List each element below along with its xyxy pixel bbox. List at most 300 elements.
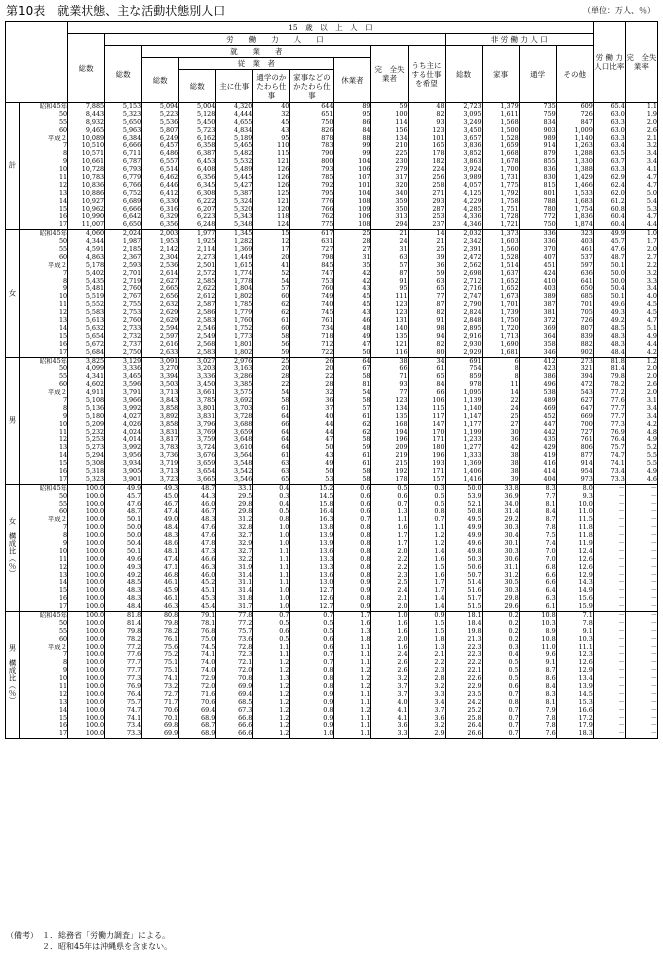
value-cell: 110 [277, 142, 290, 150]
value-cell: 2,723 [463, 103, 482, 110]
value-cell: － [650, 587, 657, 595]
value-cell: 72.9 [201, 675, 216, 683]
value-cell: 98 [436, 324, 445, 332]
value-cell: 78.2 [610, 381, 625, 389]
value-cell: 66 [281, 420, 290, 428]
value-cell: 0.7 [508, 722, 519, 730]
value-cell: 9.1 [582, 627, 593, 635]
value-cell: 72.8 [238, 643, 253, 651]
value-cell: 1.1 [279, 563, 290, 571]
value-cell: 989 [543, 134, 556, 142]
value-cell: 762 [321, 213, 334, 221]
group-label [6, 357, 20, 484]
value-column [556, 357, 593, 484]
value-cell: 2,585 [196, 277, 216, 285]
value-cell: － [650, 722, 657, 730]
header-unemployed: 完 全失業者 [371, 46, 408, 103]
value-cell: 77.6 [126, 651, 142, 659]
value-cell: 100.0 [85, 667, 105, 675]
value-cell: 63 [399, 253, 408, 261]
value-cell: 23.5 [467, 690, 482, 698]
value-cell: 792 [321, 181, 334, 189]
value-cell: － [618, 547, 625, 555]
header-total: 総数 [68, 34, 105, 103]
value-cell: 3,858 [159, 404, 179, 412]
value-column [371, 103, 408, 230]
value-cell: 61 [362, 460, 371, 468]
year-label: 50 [58, 492, 68, 500]
year-label: 7 [63, 524, 68, 532]
value-cell: 12.9 [578, 571, 593, 579]
value-cell: 60.4 [610, 221, 625, 229]
value-cell: 126 [277, 181, 290, 189]
value-cell: 120 [277, 205, 290, 213]
value-cell: 1.6 [397, 643, 408, 651]
value-cell: 5.3 [646, 205, 657, 213]
value-column [253, 484, 290, 611]
value-cell: 71 [399, 373, 408, 381]
value-cell: 1,739 [500, 309, 519, 317]
value-cell: 747 [321, 269, 334, 277]
value-cell: 1.1 [397, 516, 408, 524]
value-cell: 1.1 [279, 555, 290, 563]
value-cell: 4.9 [646, 436, 657, 444]
header-workers-total: 総数 [179, 70, 216, 103]
value-cell: 5,654 [85, 332, 105, 340]
value-cell: 100.0 [85, 555, 105, 563]
value-cell: 39 [510, 475, 519, 483]
value-cell: 58 [362, 467, 371, 475]
value-cell: 788 [543, 197, 556, 205]
value-cell: 336 [543, 230, 556, 238]
value-cell: 6,766 [122, 181, 142, 189]
value-cell: 44.3 [201, 492, 216, 500]
value-cell: 3,336 [122, 365, 142, 373]
value-cell: － [650, 651, 657, 659]
value-cell: － [618, 683, 625, 691]
value-cell: 1.6 [434, 555, 445, 563]
value-cell: 61 [281, 404, 290, 412]
value-cell: － [650, 643, 657, 651]
value-cell: 121 [395, 340, 408, 348]
year-label: 60 [58, 508, 68, 516]
value-cell: 60.4 [610, 213, 625, 221]
value-cell: 1.5 [434, 619, 445, 627]
year-label: 10 [58, 293, 68, 301]
year-label: 17 [58, 730, 68, 738]
year-label: 16 [58, 340, 68, 348]
value-cell: 2.3 [397, 571, 408, 579]
value-cell: 224 [432, 166, 445, 174]
value-cell: 31.7 [238, 603, 253, 611]
value-cell: 0.7 [323, 651, 334, 659]
value-cell: 41 [281, 261, 290, 269]
value-cell: 61 [362, 452, 371, 460]
value-cell: 0.6 [360, 500, 371, 508]
value-column [334, 484, 371, 611]
value-cell: 61 [281, 452, 290, 460]
value-cell: 116 [395, 348, 408, 356]
value-cell: 1,637 [500, 269, 519, 277]
value-cell: 75.1 [163, 667, 179, 675]
value-cell: 761 [321, 317, 334, 325]
value-cell: 34.0 [504, 500, 519, 508]
value-cell: 3,503 [159, 381, 179, 389]
value-cell: 75.6 [163, 643, 179, 651]
value-cell: 73.4 [126, 722, 142, 730]
value-cell: 66.6 [238, 730, 253, 738]
value-cell: 3.2 [646, 269, 657, 277]
value-cell: 2,767 [122, 293, 142, 301]
value-column [290, 103, 334, 230]
value-column [68, 103, 105, 230]
value-cell: 1,758 [500, 197, 519, 205]
value-cell: 100.0 [85, 714, 105, 722]
value-cell: 419 [543, 452, 556, 460]
value-cell: 2.1 [397, 595, 408, 603]
year-label: 平成２ [47, 389, 68, 397]
value-cell: 0.8 [360, 547, 371, 555]
value-cell: 0.2 [508, 619, 519, 627]
value-column [482, 357, 519, 484]
value-cell: 1,416 [463, 475, 482, 483]
year-label: 12 [58, 690, 68, 698]
value-cell: 3,836 [463, 142, 482, 150]
value-cell: 6.1 [545, 603, 556, 611]
value-cell: 59 [436, 269, 445, 277]
value-cell: 7.8 [545, 722, 556, 730]
value-cell: 104 [358, 158, 371, 166]
value-cell: 5,583 [85, 309, 105, 317]
value-cell: 10,886 [81, 189, 105, 197]
value-cell: 79.8 [126, 627, 142, 635]
value-cell: 24 [399, 238, 408, 246]
value-cell: 753 [321, 277, 334, 285]
value-cell: 5,532 [234, 158, 253, 166]
value-cell: 1.1 [360, 643, 371, 651]
value-cell: 58 [362, 396, 371, 404]
value-cell: 1,528 [500, 134, 519, 142]
value-cell: 489 [543, 396, 556, 404]
value-cell: 75.2 [163, 651, 179, 659]
value-cell: 104 [358, 189, 371, 197]
value-cell: 6.4 [545, 587, 556, 595]
value-cell: 3,665 [196, 475, 216, 483]
value-cell: 50.1 [126, 516, 142, 524]
value-cell: 63.3 [610, 134, 625, 142]
value-cell: 609 [580, 103, 593, 110]
value-cell: － [618, 627, 625, 635]
value-cell: 403 [580, 238, 593, 246]
value-cell: 1,177 [463, 420, 482, 428]
value-cell: 3,091 [159, 357, 179, 365]
value-cell: 0.7 [508, 714, 519, 722]
value-cell: 2,656 [159, 293, 179, 301]
value-cell: 100.0 [85, 500, 105, 508]
value-cell: 4,344 [85, 238, 105, 246]
value-cell: 56 [281, 340, 290, 348]
value-cell: 4.5 [646, 309, 657, 317]
value-cell: 7,885 [85, 103, 105, 110]
value-cell: 650 [580, 285, 593, 293]
value-cell: 29.8 [504, 595, 519, 603]
value-cell: 0.2 [508, 627, 519, 635]
value-cell: 0.3 [279, 492, 290, 500]
value-cell: 3.7 [397, 690, 408, 698]
value-cell: 11.9 [578, 539, 593, 547]
value-cell: 3,336 [196, 373, 216, 381]
value-cell: 2,304 [159, 253, 179, 261]
value-cell: 45 [362, 301, 371, 309]
value-cell: 878 [321, 134, 334, 142]
value-cell: 2.0 [646, 389, 657, 397]
value-cell: － [650, 698, 657, 706]
value-cell: － [650, 690, 657, 698]
value-column [408, 484, 445, 611]
value-cell: 25 [281, 357, 290, 365]
value-column [179, 612, 216, 739]
year-label: 15 [58, 332, 68, 340]
value-cell: 32.7 [238, 547, 253, 555]
value-cell: 46 [362, 317, 371, 325]
value-cell: 293 [432, 197, 445, 205]
year-label: 8 [63, 150, 68, 158]
value-cell: 48.3 [610, 332, 625, 340]
value-cell: － [618, 667, 625, 675]
value-cell: 196 [432, 452, 445, 460]
year-label: 8 [63, 404, 68, 412]
value-cell: 42 [362, 269, 371, 277]
value-cell: 1.7 [646, 238, 657, 246]
value-cell: 5,273 [85, 444, 105, 452]
value-cell: 5,136 [85, 404, 105, 412]
value-cell: 1,721 [500, 221, 519, 229]
value-cell: 47.6 [610, 246, 625, 254]
value-cell: 0.8 [323, 683, 334, 691]
value-cell: 2.0 [646, 118, 657, 126]
value-cell: 1,345 [234, 230, 253, 238]
value-cell: 256 [432, 174, 445, 182]
value-cell: 68.7 [201, 722, 216, 730]
value-cell: 43 [325, 452, 334, 460]
group-label-text: 計 [8, 161, 17, 169]
value-cell: 8.1 [545, 698, 556, 706]
value-cell: 237 [432, 221, 445, 229]
value-cell: － [618, 714, 625, 722]
header-absent: 休業者 [334, 58, 371, 103]
value-cell: 2,929 [463, 348, 482, 356]
value-cell: 100.0 [85, 508, 105, 516]
value-cell: 51.5 [467, 603, 482, 611]
value-cell: 636 [580, 269, 593, 277]
value-cell: 877 [580, 452, 593, 460]
value-cell: 50.0 [126, 524, 142, 532]
year-label: 15 [58, 714, 68, 722]
value-cell: 1,199 [463, 428, 482, 436]
value-cell: 20 [325, 365, 334, 373]
value-cell: 3,661 [196, 389, 216, 397]
value-cell: 0.8 [360, 532, 371, 540]
value-cell: 1,652 [500, 285, 519, 293]
value-cell: 1,713 [500, 332, 519, 340]
value-cell: 0.6 [279, 627, 290, 635]
value-cell: － [650, 714, 657, 722]
value-cell: 3,783 [159, 444, 179, 452]
value-cell: 46.8 [163, 571, 179, 579]
value-cell: 3,542 [234, 467, 253, 475]
value-cell: 4,655 [234, 118, 253, 126]
value-cell: 8.4 [545, 683, 556, 691]
value-cell: 79.1 [201, 612, 216, 619]
value-cell: 1.2 [360, 675, 371, 683]
value-cell: 5,308 [85, 460, 105, 468]
value-cell: 1,690 [500, 340, 519, 348]
value-cell: 77.7 [610, 412, 625, 420]
value-cell: 178 [395, 475, 408, 483]
value-column [593, 612, 625, 739]
value-cell: 4,591 [85, 246, 105, 254]
value-cell: 48.5 [126, 579, 142, 587]
value-cell: 72.3 [238, 651, 253, 659]
value-cell: 1,429 [574, 174, 593, 182]
value-cell: 13.9 [319, 532, 334, 540]
value-cell: 10,783 [81, 174, 105, 182]
value-cell: 62.9 [610, 174, 625, 182]
value-cell: 29.8 [238, 500, 253, 508]
value-cell: 2,114 [196, 246, 216, 254]
value-cell: 89 [362, 103, 371, 110]
value-cell: 4,320 [234, 103, 253, 110]
value-cell: 1.3 [360, 627, 371, 635]
value-cell: 94 [436, 332, 445, 340]
value-cell: 2,032 [463, 230, 482, 238]
value-cell: 31.2 [238, 516, 253, 524]
value-cell: 5,427 [234, 181, 253, 189]
header-house-side: 家事などのかたわら仕事 [290, 70, 334, 103]
value-cell: 2,790 [463, 301, 482, 309]
value-cell: 0.5 [323, 619, 334, 627]
value-cell: 49 [362, 332, 371, 340]
value-cell: 2,594 [159, 324, 179, 332]
value-cell: 2,747 [463, 293, 482, 301]
value-cell: 0.8 [360, 539, 371, 547]
value-cell: 8.3 [545, 690, 556, 698]
value-cell: 87 [399, 269, 408, 277]
value-cell: 1.4 [434, 547, 445, 555]
value-cell: 77.8 [238, 612, 253, 619]
value-cell: 18.3 [578, 730, 593, 738]
value-cell: － [650, 730, 657, 738]
value-cell: 370 [543, 246, 556, 254]
value-cell: 14 [436, 230, 445, 238]
value-cell: 22 [325, 373, 334, 381]
value-cell: 1,925 [196, 238, 216, 246]
value-cell: 0.9 [360, 603, 371, 611]
value-cell: 121 [277, 158, 290, 166]
value-cell: 3.2 [434, 683, 445, 691]
value-cell: 100.0 [85, 563, 105, 571]
value-cell: 4,602 [85, 381, 105, 389]
value-cell: 193 [432, 460, 445, 468]
value-cell: 705 [580, 309, 593, 317]
value-cell: 8.4 [545, 508, 556, 516]
value-cell: 1.1 [360, 651, 371, 659]
value-cell: 727 [321, 246, 334, 254]
value-cell: 13.6 [319, 571, 334, 579]
value-cell: 64 [281, 444, 290, 452]
value-cell: 2,976 [234, 357, 253, 365]
value-cell: 3,791 [122, 389, 142, 397]
value-cell: 761 [580, 436, 593, 444]
value-cell: 0.5 [279, 635, 290, 643]
value-column [142, 357, 179, 484]
value-cell: 7.8 [545, 714, 556, 722]
value-cell: 2.1 [434, 651, 445, 659]
value-column [216, 103, 253, 230]
value-cell: 14.3 [578, 579, 593, 587]
value-cell: 722 [321, 348, 334, 356]
value-cell: 48.3 [610, 340, 625, 348]
value-cell: 115 [277, 150, 290, 158]
value-cell: 10,510 [81, 142, 105, 150]
value-cell: 0.5 [434, 492, 445, 500]
value-cell: 1.1 [360, 730, 371, 738]
value-cell: 641 [580, 277, 593, 285]
value-cell: 31.8 [238, 595, 253, 603]
value-cell: 49.9 [610, 230, 625, 238]
value-cell: － [618, 619, 625, 627]
value-cell: 5,223 [159, 110, 179, 118]
value-cell: 2,583 [196, 348, 216, 356]
value-cell: 65.4 [610, 103, 625, 110]
value-cell: 2,760 [122, 285, 142, 293]
value-cell: 2,612 [196, 293, 216, 301]
value-column [408, 230, 445, 357]
value-cell: 8.7 [545, 667, 556, 675]
value-cell: 36 [325, 396, 334, 404]
value-cell: 45.7 [610, 238, 625, 246]
value-cell: 5.0 [646, 189, 657, 197]
value-cell: 381 [543, 309, 556, 317]
value-cell: － [618, 571, 625, 579]
value-cell: 5,807 [159, 126, 179, 134]
value-cell: 0.5 [508, 667, 519, 675]
value-cell: － [618, 651, 625, 659]
group-block [6, 103, 658, 230]
value-cell: 63 [281, 460, 290, 468]
value-cell: 134 [395, 134, 408, 142]
value-cell: 452 [543, 412, 556, 420]
value-cell: 954 [580, 467, 593, 475]
year-label: 昭和45年 [39, 357, 68, 365]
value-column [625, 357, 657, 484]
value-cell: 43 [281, 126, 290, 134]
value-cell: 766 [321, 205, 334, 213]
value-cell: 1.1 [360, 714, 371, 722]
value-cell: 2.6 [646, 381, 657, 389]
value-cell: 469 [543, 404, 556, 412]
year-label: 14 [58, 197, 68, 205]
value-cell: 5,108 [85, 396, 105, 404]
value-cell: 0.3 [508, 643, 519, 651]
value-cell: 4.1 [397, 706, 408, 714]
value-cell: 4.9 [646, 467, 657, 475]
value-cell: 70.6 [201, 698, 216, 706]
value-cell: 45.7 [126, 492, 142, 500]
value-cell: 3,924 [463, 166, 482, 174]
value-cell: 1,147 [463, 412, 482, 420]
value-cell: 76.4 [126, 690, 142, 698]
